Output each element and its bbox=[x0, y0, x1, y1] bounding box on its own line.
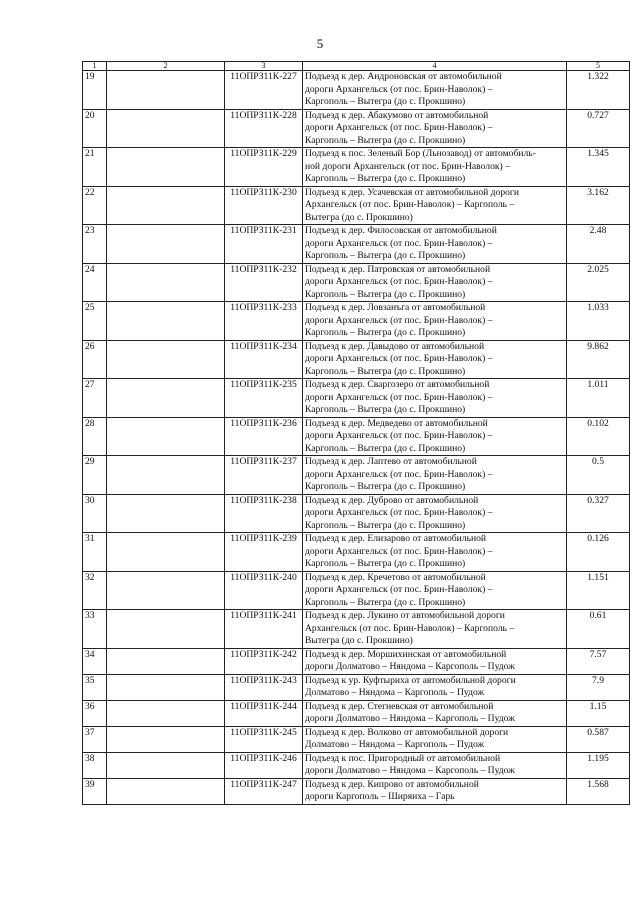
road-code-cell: 11ОПРЗ11К-234 bbox=[225, 340, 303, 379]
table-row bbox=[83, 225, 630, 264]
page-number: 5 bbox=[316, 36, 324, 51]
table-row bbox=[83, 417, 630, 456]
empty-cell bbox=[107, 148, 225, 187]
road-length-cell: 1.15 bbox=[567, 700, 630, 726]
road-name-cell: Подъезд к дер. Лаптево от автомобильной дороги Архангельск (от пос. Брин-Наволок) – Каргополь – Вытегра (до с. Прокшино) bbox=[303, 456, 567, 495]
road-code-cell: 11ОПРЗ11К-229 bbox=[225, 148, 303, 187]
road-name-cell: Подъезд к дер. Абакумово от автомобильной дороги Архангельск (от пос. Брин-Наволок) – Каргополь – Вытегра (до с. Прокшино) bbox=[303, 109, 567, 148]
road-name-cell: Подъезд к дер. Моршихинская от автомобильной дороги Долматово – Няндома – Каргополь – Пудож bbox=[303, 648, 567, 674]
road-code-cell: 11ОПРЗ11К-246 bbox=[225, 752, 303, 778]
road-name-cell: Подъезд к дер. Филосовская от автомобильной дороги Архангельск (от пос. Брин-Наволок) – Каргополь – Вытегра (до с. Прокшино) bbox=[303, 225, 567, 264]
row-number-cell: 36 bbox=[83, 700, 107, 726]
road-code-cell: 11ОПРЗ11К-227 bbox=[225, 71, 303, 110]
empty-cell bbox=[107, 225, 225, 264]
road-name-cell: Подъезд к дер. Кипрово от автомобильной дороги Каргополь – Ширяиха – Гарь bbox=[303, 778, 567, 804]
row-number-cell: 34 bbox=[83, 648, 107, 674]
empty-cell bbox=[107, 674, 225, 700]
road-name-cell: Подъезд к дер. Кречетово от автомобильной дороги Архангельск (от пос. Брин-Наволок) – Каргополь – Вытегра (до с. Прокшино) bbox=[303, 571, 567, 610]
row-number-cell: 31 bbox=[83, 533, 107, 572]
road-length-cell: 1.345 bbox=[567, 148, 630, 187]
row-number-cell: 26 bbox=[83, 340, 107, 379]
row-number-cell: 38 bbox=[83, 752, 107, 778]
row-number-cell: 39 bbox=[83, 778, 107, 804]
road-name-cell: Подъезд к дер. Ловзанъга от автомобильной дороги Архангельск (от пос. Брин-Наволок) – Каргополь – Вытегра (до с. Прокшино) bbox=[303, 302, 567, 341]
road-code-cell: 11ОПРЗ11К-232 bbox=[225, 263, 303, 302]
row-number-cell: 30 bbox=[83, 494, 107, 533]
row-number-cell: 29 bbox=[83, 456, 107, 495]
road-code-cell: 11ОПРЗ11К-236 bbox=[225, 417, 303, 456]
table-row bbox=[83, 379, 630, 418]
road-code-cell: 11ОПРЗ11К-237 bbox=[225, 456, 303, 495]
road-length-cell: 0.587 bbox=[567, 726, 630, 752]
column-header: 2 bbox=[107, 62, 225, 71]
table-row bbox=[83, 674, 630, 700]
table-header-row bbox=[83, 62, 630, 71]
road-code-cell: 11ОПРЗ11К-243 bbox=[225, 674, 303, 700]
table-row bbox=[83, 752, 630, 778]
road-code-cell: 11ОПРЗ11К-235 bbox=[225, 379, 303, 418]
table-row bbox=[83, 610, 630, 649]
road-length-cell: 0.126 bbox=[567, 533, 630, 572]
empty-cell bbox=[107, 186, 225, 225]
road-name-cell: Подъезд к дер. Стегневская от автомобильной дороги Долматово – Няндома – Каргополь – Пудож bbox=[303, 700, 567, 726]
table-row bbox=[83, 494, 630, 533]
road-code-cell: 11ОПРЗ11К-241 bbox=[225, 610, 303, 649]
table-row bbox=[83, 148, 630, 187]
row-number-cell: 35 bbox=[83, 674, 107, 700]
row-number-cell: 22 bbox=[83, 186, 107, 225]
empty-cell bbox=[107, 494, 225, 533]
column-header: 5 bbox=[567, 62, 630, 71]
column-header: 1 bbox=[83, 62, 107, 71]
road-name-cell: Подъезд к пос. Зеленый Бор (Льнозавод) от автомобиль- ной дороги Архангельск (от пос. Брин-Наволок) – Каргополь – Вытегра (до с. Прокшино) bbox=[303, 148, 567, 187]
empty-cell bbox=[107, 700, 225, 726]
road-code-cell: 11ОПРЗ11К-239 bbox=[225, 533, 303, 572]
road-code-cell: 11ОПРЗ11К-228 bbox=[225, 109, 303, 148]
road-code-cell: 11ОПРЗ11К-230 bbox=[225, 186, 303, 225]
empty-cell bbox=[107, 778, 225, 804]
road-length-cell: 1.033 bbox=[567, 302, 630, 341]
road-name-cell: Подъезд к дер. Давыдово от автомобильной дороги Архангельск (от пос. Брин-Наволок) – Каргополь – Вытегра (до с. Прокшино) bbox=[303, 340, 567, 379]
road-name-cell: Подъезд к дер. Дуброво от автомобильной дороги Архангельск (от пос. Брин-Наволок) – Каргополь – Вытегра (до с. Прокшино) bbox=[303, 494, 567, 533]
empty-cell bbox=[107, 726, 225, 752]
empty-cell bbox=[107, 379, 225, 418]
road-length-cell: 1.568 bbox=[567, 778, 630, 804]
table-row bbox=[83, 700, 630, 726]
empty-cell bbox=[107, 648, 225, 674]
road-code-cell: 11ОПРЗ11К-245 bbox=[225, 726, 303, 752]
row-number-cell: 28 bbox=[83, 417, 107, 456]
row-number-cell: 21 bbox=[83, 148, 107, 187]
empty-cell bbox=[107, 571, 225, 610]
empty-cell bbox=[107, 109, 225, 148]
road-code-cell: 11ОПРЗ11К-244 bbox=[225, 700, 303, 726]
road-code-cell: 11ОПРЗ11К-240 bbox=[225, 571, 303, 610]
table-row bbox=[83, 186, 630, 225]
road-name-cell: Подъезд к дер. Медведево от автомобильной дороги Архангельск (от пос. Брин-Наволок) – Каргополь – Вытегра (до с. Прокшино) bbox=[303, 417, 567, 456]
row-number-cell: 33 bbox=[83, 610, 107, 649]
row-number-cell: 24 bbox=[83, 263, 107, 302]
road-code-cell: 11ОПРЗ11К-242 bbox=[225, 648, 303, 674]
empty-cell bbox=[107, 263, 225, 302]
road-length-cell: 0.327 bbox=[567, 494, 630, 533]
row-number-cell: 27 bbox=[83, 379, 107, 418]
empty-cell bbox=[107, 610, 225, 649]
row-number-cell: 37 bbox=[83, 726, 107, 752]
roads-table bbox=[82, 61, 630, 805]
row-number-cell: 23 bbox=[83, 225, 107, 264]
empty-cell bbox=[107, 533, 225, 572]
road-length-cell: 9.862 bbox=[567, 340, 630, 379]
road-length-cell: 7.9 bbox=[567, 674, 630, 700]
row-number-cell: 25 bbox=[83, 302, 107, 341]
road-length-cell: 7.57 bbox=[567, 648, 630, 674]
row-number-cell: 19 bbox=[83, 71, 107, 110]
table-row bbox=[83, 71, 630, 110]
row-number-cell: 32 bbox=[83, 571, 107, 610]
empty-cell bbox=[107, 417, 225, 456]
empty-cell bbox=[107, 456, 225, 495]
table-row bbox=[83, 302, 630, 341]
table-row bbox=[83, 726, 630, 752]
empty-cell bbox=[107, 340, 225, 379]
road-code-cell: 11ОПРЗ11К-247 bbox=[225, 778, 303, 804]
road-length-cell: 1.195 bbox=[567, 752, 630, 778]
table-row bbox=[83, 571, 630, 610]
column-header: 4 bbox=[303, 62, 567, 71]
empty-cell bbox=[107, 752, 225, 778]
road-name-cell: Подъезд к дер. Усачевская от автомобильной дороги Архангельск (от пос. Брин-Наволок) – Каргополь – Вытегра (до с. Прокшино) bbox=[303, 186, 567, 225]
row-number-cell: 20 bbox=[83, 109, 107, 148]
column-header: 3 bbox=[225, 62, 303, 71]
road-name-cell: Подъезд к ур. Куфтыриха от автомобильной дороги Долматово – Няндома – Каргополь – Пудож bbox=[303, 674, 567, 700]
road-length-cell: 1.322 bbox=[567, 71, 630, 110]
road-name-cell: Подъезд к дер. Патровская от автомобильной дороги Архангельск (от пос. Брин-Наволок) – Каргополь – Вытегра (до с. Прокшино) bbox=[303, 263, 567, 302]
road-name-cell: Подъезд к дер. Сваргозеро от автомобильной дороги Архангельск (от пос. Брин-Наволок) – Каргополь – Вытегра (до с. Прокшино) bbox=[303, 379, 567, 418]
road-length-cell: 3.162 bbox=[567, 186, 630, 225]
road-code-cell: 11ОПРЗ11К-231 bbox=[225, 225, 303, 264]
road-length-cell: 0.102 bbox=[567, 417, 630, 456]
road-name-cell: Подъезд к дер. Лукино от автомобильной дороги Архангельск (от пос. Брин-Наволок) – Каргополь – Вытегра (до с. Прокшино) bbox=[303, 610, 567, 649]
road-length-cell: 1.151 bbox=[567, 571, 630, 610]
road-code-cell: 11ОПРЗ11К-233 bbox=[225, 302, 303, 341]
road-name-cell: Подъезд к дер. Волково от автомобильной дороги Долматово – Няндома – Каргополь – Пудож bbox=[303, 726, 567, 752]
table-row bbox=[83, 263, 630, 302]
road-name-cell: Подъезд к дер. Андроновская от автомобильной дороги Архангельск (от пос. Брин-Наволок) – Каргополь – Вытегра (до с. Прокшино) bbox=[303, 71, 567, 110]
table-row bbox=[83, 778, 630, 804]
road-name-cell: Подъезд к дер. Елизарово от автомобильной дороги Архангельск (от пос. Брин-Наволок) – Каргополь – Вытегра (до с. Прокшино) bbox=[303, 533, 567, 572]
table-row bbox=[83, 648, 630, 674]
road-length-cell: 1.011 bbox=[567, 379, 630, 418]
road-length-cell: 0.727 bbox=[567, 109, 630, 148]
empty-cell bbox=[107, 71, 225, 110]
road-length-cell: 2.48 bbox=[567, 225, 630, 264]
road-length-cell: 0.5 bbox=[567, 456, 630, 495]
table-row bbox=[83, 456, 630, 495]
table-row bbox=[83, 109, 630, 148]
road-code-cell: 11ОПРЗ11К-238 bbox=[225, 494, 303, 533]
road-length-cell: 2.025 bbox=[567, 263, 630, 302]
table-row bbox=[83, 340, 630, 379]
empty-cell bbox=[107, 302, 225, 341]
road-length-cell: 0.61 bbox=[567, 610, 630, 649]
road-name-cell: Подъезд к пос. Пригородный от автомобильной дороги Долматово – Няндома – Каргополь – Пудож bbox=[303, 752, 567, 778]
table-row bbox=[83, 533, 630, 572]
